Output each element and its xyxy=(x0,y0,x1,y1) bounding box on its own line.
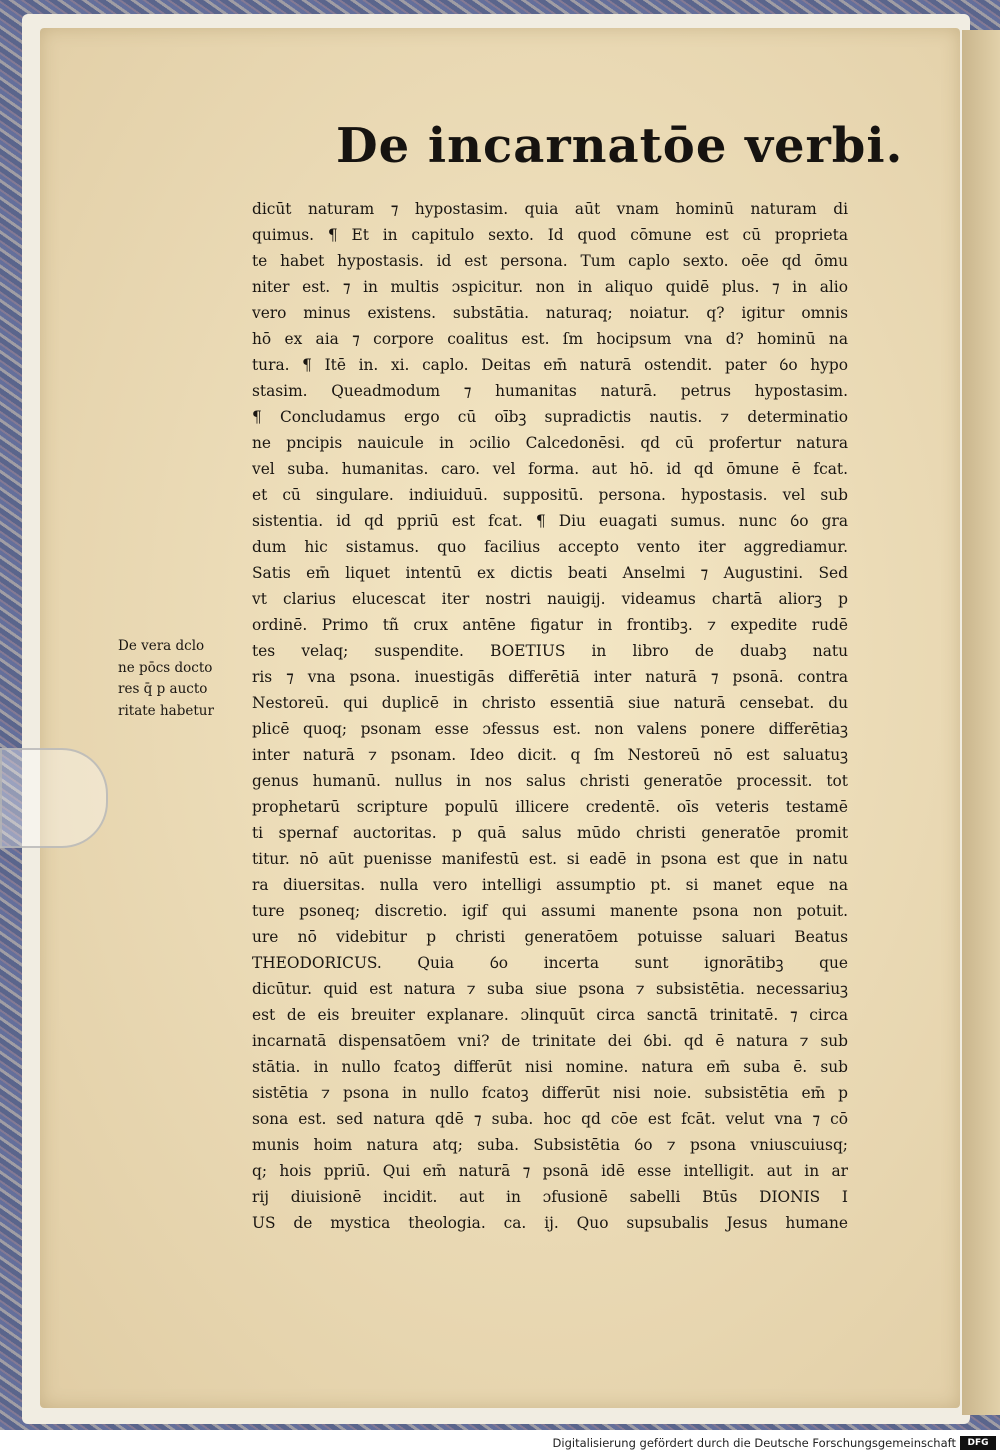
text-line: ra diuersitas. nulla vero intelligi assumptio pt. si manet eque na xyxy=(252,876,848,894)
text-line: dum hic sistamus. quo facilius accepto vento iter aggrediamur. xyxy=(252,538,848,556)
text-line: ris ⁊ vna psona. inuestigās differētiā inter naturā ⁊ psonā. contra xyxy=(252,668,848,686)
margin-note-line: De vera dclo xyxy=(118,638,205,654)
text-line: dicūtur. quid est natura ⁊ suba siue psona ⁊ subsistētia. necessariuꝫ xyxy=(252,980,848,998)
text-line: THEODORICUS. Quia ỽo incerta sunt ignorātibꝫ que xyxy=(252,954,848,972)
text-line: quimus. ¶ Et in capitulo sexto. Id quod cōmune est cū proprieta xyxy=(252,226,848,244)
text-line: vt clarius elucescat iter nostri nauigij. videamus chartā aliorꝫ p xyxy=(252,590,848,608)
text-line: prophetarū scripture populū illicere credentē. oīs veteris testamē xyxy=(252,798,848,816)
text-line: vel suba. humanitas. caro. vel forma. aut hō. id qd ōmune ē fcat. xyxy=(252,460,848,478)
text-line: tura. ¶ Itē in. xi. caplo. Deitas em̄ naturā ostendit. pater ỽo hypo xyxy=(252,356,848,374)
main-text-block xyxy=(252,196,848,1236)
text-line: stātia. in nullo fcatoꝫ differūt nisi nomine. natura em̄ suba ē. sub xyxy=(252,1058,848,1076)
text-line: niter est. ⁊ in multis ɔspicitur. non in aliquo quidē plus. ⁊ in alio xyxy=(252,278,848,296)
digitization-credit: Digitalisierung gefördert durch die Deutsche Forschungsgemeinschaft xyxy=(552,1436,956,1450)
text-line: ture psoneq; discretio. igif qui assumi manente psona non potuit. xyxy=(252,902,848,920)
text-line: ordinē. Primo tñ crux antēne figatur in frontibꝫ. ⁊ expedite rudē xyxy=(252,616,848,634)
text-line: ne pncipis nauicule in ɔcilio Calcedonēsi. qd cū profertur natura xyxy=(252,434,848,452)
text-line: titur. nō aūt puenisse manifestū est. si eadē in psona est que in natu xyxy=(252,850,848,868)
text-line: plicē quoq; psonam esse ɔfessus est. non valens ponere differētiaꝫ xyxy=(252,720,848,738)
text-line: munis hoim natura atq; suba. Subsistētia ỽo ⁊ psona vniuscuiusq; xyxy=(252,1136,848,1154)
text-line: q; hois ppriū. Qui em̄ naturā ⁊ psonā idē esse intelligit. aut in ar xyxy=(252,1162,848,1180)
page-heading: De incarnatōe verbi. xyxy=(336,118,904,174)
text-line: sona est. sed natura qdē ⁊ suba. hoc qd cōe est fcāt. velut vna ⁊ cō xyxy=(252,1110,848,1128)
text-line: est de eis breuiter explanare. ɔlinquūt circa sanctā trinitatē. ⁊ circa xyxy=(252,1006,848,1024)
text-line: ¶ Concludamus ergo cū oībꝫ supradictis nautis. ⁊ determinatio xyxy=(252,408,848,426)
text-line: et cū singulare. indiuiduū. suppositū. persona. hypostasis. vel sub xyxy=(252,486,848,504)
text-line: inter naturā ⁊ psonam. Ideo dicit. q ſm Nestoreū nō est saluatuꝫ xyxy=(252,746,848,764)
text-line: Satis em̄ liquet intentū ex dictis beati Anselmi ⁊ Augustini. Sed xyxy=(252,564,848,582)
text-line: tes velaq; suspendite. BOETIUS in libro de duabꝫ natu xyxy=(252,642,848,660)
text-line: stasim. Queadmodum ⁊ humanitas naturā. petrus hypostasim. xyxy=(252,382,848,400)
text-line: US de mystica theologia. ca. ij. Quo supsubalis Jesus humane xyxy=(252,1214,848,1232)
text-line: sistētia ⁊ psona in nullo fcatoꝫ differūt nisi noie. subsistētia em̄ p xyxy=(252,1084,848,1102)
text-line: sistentia. id qd ppriū est fcat. ¶ Diu euagati sumus. nunc ỽo gra xyxy=(252,512,848,530)
text-line: genus humanū. nullus in nos salus christi generatōe processit. tot xyxy=(252,772,848,790)
text-line: hō ex aia ⁊ corpore coalitus est. ſm hocipsum vna d? hominū na xyxy=(252,330,848,348)
margin-note-line: res q̄ p aucto xyxy=(118,681,208,697)
text-line: ti spernaf auctoritas. p quā salus mūdo christi generatōe promit xyxy=(252,824,848,842)
text-line: dicūt naturam ⁊ hypostasim. quia aūt vnam hominū naturam di xyxy=(252,200,848,218)
text-line: rij diuisionē incidit. aut in ɔfusionē sabelli Btūs DIONIS I xyxy=(252,1188,848,1206)
plastic-clip xyxy=(0,748,108,848)
text-line: ure nō videbitur p christi generatōem potuisse saluari Beatus xyxy=(252,928,848,946)
dfg-logo: DFG xyxy=(960,1436,996,1450)
text-line: incarnatā dispensatōem vni? de trinitate dei ỽbi. qd ē natura ⁊ sub xyxy=(252,1032,848,1050)
text-line: vero minus existens. substātia. naturaq; noiatur. q? igitur omnis xyxy=(252,304,848,322)
margin-note-line: ne pōcs docto xyxy=(118,659,213,676)
marginal-note xyxy=(118,636,250,722)
text-line: te habet hypostasis. id est persona. Tum caplo sexto. oēe qd ōmu xyxy=(252,252,848,270)
text-line: Nestoreū. qui duplicē in christo essentiā siue naturā censebat. du xyxy=(252,694,848,712)
margin-note-line: ritate habetur xyxy=(118,702,214,719)
facing-page-edge xyxy=(962,30,1000,1415)
